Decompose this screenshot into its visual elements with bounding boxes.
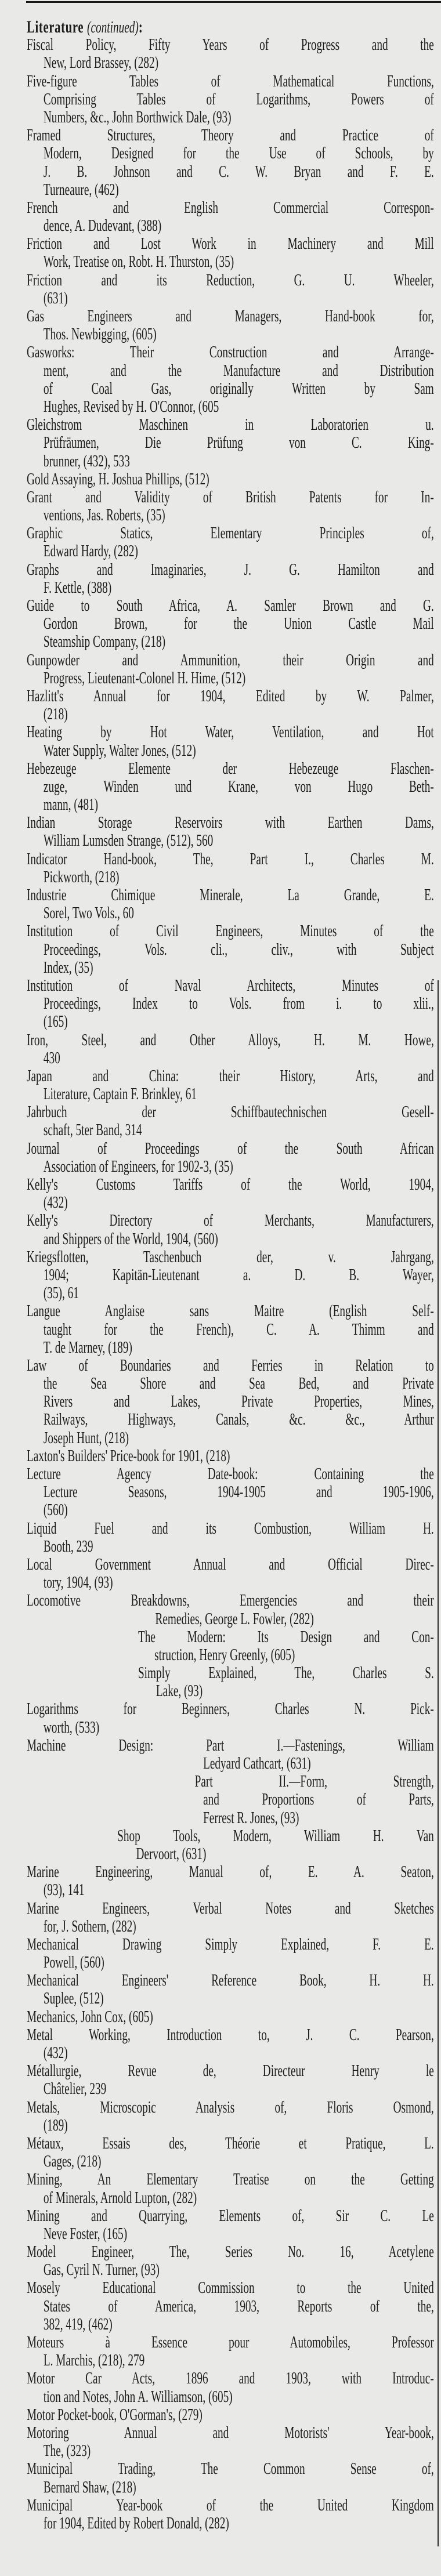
index-entry (27, 850, 434, 886)
entry-continuation-line: Association of Engineers, for 1902-3, (35) (43, 1157, 233, 1176)
section-heading (27, 18, 434, 36)
index-entry (27, 343, 434, 416)
entry-title-line: Municipal Trading, The Common Sense of, (27, 2460, 434, 2479)
entry-title-line: Hebezeuge Elemente der Hebezeuge Flaschen- (27, 759, 434, 778)
entry-continuation-line: Thos. Newbigging, (605) (43, 325, 157, 344)
entry-title-line: Iron, Steel, and Other Alloys, H. M. Howe, (27, 1031, 434, 1049)
index-entry-machine-design (27, 1737, 434, 1863)
index-entry (27, 2460, 434, 2496)
entry-title-line: Framed Structures, Theory and Practice of (27, 126, 434, 145)
entry-continuation-line: Booth, 239 (43, 1537, 93, 1556)
entry-title-line: Graphic Statics, Elementary Principles of, (27, 524, 434, 543)
entry-continuation-line: Steamship Company, (218) (43, 633, 165, 651)
index-entry (27, 886, 434, 922)
entry-continuation-line: Gas, Cyril N. Turner, (93) (43, 2261, 160, 2280)
index-entry (27, 488, 434, 524)
index-entry (27, 2135, 434, 2171)
entry-continuation-line: Lecture Seasons, 1904-1905 and 1905-1906, (43, 1483, 434, 1502)
entry-line: Logarithms for Beginners, Charles N. Pick- (27, 1700, 434, 1719)
entry-continuation-line: Literature, Captain F. Brinkley, 61 (43, 1085, 197, 1104)
entry-continuation-line: 382, 419, (462) (43, 2315, 113, 2334)
section-title: Literature (27, 17, 84, 37)
entry-continuation-line: Suplee, (512) (43, 1990, 104, 2008)
entry-continuation-line: The, (323) (43, 2442, 91, 2461)
entry-continuation-line: (165) (43, 1013, 68, 1031)
index-entry (27, 687, 434, 723)
index-entry (27, 126, 434, 199)
index-entry (27, 2497, 434, 2532)
entry-title-line: Local Government Annual and Official Direc- (27, 1555, 434, 1574)
entry-line: Lake, (93) (156, 1682, 203, 1701)
index-entry (27, 524, 434, 560)
entry-title-line: French and English Commercial Correspon- (27, 198, 434, 217)
entry-continuation-line: Work, Treatise on, Robt. H. Thurston, (35) (43, 253, 234, 271)
entry-title-line: Five-figure Tables of Mathematical Functions, (27, 72, 434, 90)
entry-continuation-line: zuge, Winden und Krane, von Hugo Beth- (43, 777, 434, 796)
index-entry (27, 2008, 434, 2026)
entry-title-line: Marine Engineering, Manual of, E. A. Seaton, (27, 1863, 434, 1882)
index-entry (27, 814, 434, 850)
index-entry (27, 1176, 434, 1212)
index-entry (27, 2424, 434, 2460)
entry-title-line: Motor Car Acts, 1896 and 1903, with Introduc- (27, 2370, 434, 2388)
entry-line: Dervoort, (631) (136, 1845, 207, 1863)
entry-continuation-line: Turneaure, (462) (43, 180, 119, 199)
entry-continuation-line: Joseph Hunt, (218) (43, 1429, 129, 1447)
entry-continuation-line: Sorel, Two Vols., 60 (43, 904, 134, 923)
entry-continuation-line: (432) (43, 1194, 68, 1212)
index-entry (27, 1900, 434, 1936)
entry-title-line: Gunpowder and Ammunition, their Origin and (27, 651, 434, 669)
section-qualifier: (continued) (87, 19, 139, 37)
index-entry (27, 1936, 434, 1972)
index-entry (27, 1212, 434, 1248)
entry-continuation-line: F. Kettle, (388) (43, 578, 112, 597)
index-entry (27, 1465, 434, 1520)
entry-line: Remedies, George L. Fowler, (282) (155, 1610, 314, 1628)
entry-continuation-line: dence, A. Dudevant, (388) (43, 217, 162, 236)
index-entry (27, 1357, 434, 1447)
entry-title-line: Heating by Hot Water, Ventilation, and Hot (27, 723, 434, 742)
entry-title-line: Mechanical Drawing Simply Explained, F. E. (27, 1935, 434, 1954)
entry-continuation-line: T. de Marney, (189) (43, 1338, 132, 1357)
entry-line: Machine Design: Part I.—Fastenings, William (27, 1736, 434, 1755)
entry-title-line: Métallurgie, Revue de, Directeur Henry le (27, 2062, 434, 2081)
index-entry (27, 2099, 434, 2135)
entry-title-line: Indian Storage Reservoirs with Earthen Dams, (27, 814, 434, 832)
entry-title-line: Langue Anglaise sans Maitre (English Self- (27, 1302, 434, 1321)
entry-title-line: Mining, An Elementary Treatise on the Getting (27, 2171, 434, 2189)
entry-continuation-line: of Coal Gas, originally Written by Sam (43, 379, 434, 398)
entry-title-line: Mosely Educational Commission to the United (27, 2279, 434, 2298)
entry-continuation-line: Railways, Highways, Canals, &c. &c., Arthur (43, 1411, 434, 1429)
entry-line: The Modern: Its Design and Con- (138, 1628, 434, 1646)
entry-continuation-line: tory, 1904, (93) (43, 1574, 113, 1592)
entry-continuation-line: ment, and the Manufacture and Distribution (43, 361, 434, 380)
index-entry-logarithms (27, 1700, 434, 1736)
entry-title-line: Friction and Lost Work in Machinery and Mill (27, 235, 434, 253)
entry-continuation-line: 430 (43, 1049, 60, 1067)
index-entry (27, 271, 434, 307)
index-entry (27, 73, 434, 127)
entry-continuation-line: mann, (481) (43, 796, 99, 814)
entry-title-line: Kelly's Directory of Merchants, Manufacturers, (27, 1212, 434, 1230)
index-entry (27, 1248, 434, 1303)
entry-continuation-line: J. B. Johnson and C. W. Bryan and F. E. (43, 162, 434, 181)
entry-continuation-line: and Shippers of the World, 1904, (560) (43, 1230, 218, 1248)
entry-title-line: Fiscal Policy, Fifty Years of Progress and the (27, 36, 434, 55)
entry-continuation-line: schaft, 5ter Band, 314 (43, 1121, 142, 1140)
entry-continuation-line: New, Lord Brassey, (282) (43, 54, 159, 73)
entry-title-line: Marine Engineers, Verbal Notes and Sketches (27, 1899, 434, 1918)
entry-continuation-line: William Lumsden Strange, (512), 560 (43, 832, 214, 850)
entry-title-line: Liquid Fuel and its Combustion, William H. (27, 1519, 434, 1538)
entry-title-line: Municipal Year-book of the United Kingdom (27, 2496, 434, 2515)
entry-continuation-line: 1904; Kapitän-Lieutenant a. D. B. Wayer, (43, 1266, 434, 1284)
index-entry (27, 1972, 434, 2008)
entry-continuation-line: of Minerals, Arnold Lupton, (282) (43, 2189, 197, 2207)
entry-continuation-line: Progress, Lieutenant-Colonel H. Hime, (512) (43, 669, 246, 687)
entry-line: and Proportions of Parts, (203, 1791, 434, 1809)
entry-continuation-line: (560) (43, 1501, 68, 1520)
entry-continuation-line: (35), 61 (43, 1284, 79, 1303)
entry-continuation-line: States of America, 1903, Reports of the, (43, 2297, 434, 2316)
entry-title-line: Gas Engineers and Managers, Hand-book for, (27, 307, 434, 325)
entry-continuation-line: Hughes, Revised by H. O'Connor, (605 (43, 397, 219, 416)
index-entry (27, 2406, 434, 2424)
entry-continuation-line: (93), 141 (43, 1881, 85, 1900)
index-entry-locomotive (27, 1592, 434, 1700)
index-entry (27, 1067, 434, 1103)
entry-continuation-line: ventions, Jas. Roberts, (35) (43, 506, 165, 525)
index-entry (27, 36, 434, 72)
entry-title-line: Graphs and Imaginaries, J. G. Hamilton and (27, 560, 434, 579)
entry-title-line: Laxton's Builders' Price-book for 1901, (218) (27, 1447, 230, 1465)
entry-line: Shop Tools, Modern, William H. Van (117, 1827, 434, 1845)
entry-line: Locomotive Breakdowns, Emergencies and their (27, 1592, 434, 1610)
entry-continuation-line: taught for the French), C. A. Thimm and (43, 1320, 434, 1339)
entry-title-line: Kelly's Customs Tariffs of the World, 1904, (27, 1176, 434, 1194)
entry-title-line: Lecture Agency Date-book: Containing the (27, 1465, 434, 1483)
entry-title-line: Gold Assaying, H. Joshua Phillips, (512) (27, 470, 209, 488)
entry-continuation-line: (631) (43, 289, 68, 307)
entry-title-line: Mining and Quarrying, Elements of, Sir C. Le (27, 2207, 434, 2225)
entry-title-line: Industrie Chimique Minerale, La Grande, E. (27, 886, 434, 904)
index-entry (27, 1556, 434, 1592)
index-entry (27, 723, 434, 759)
entry-title-line: Japan and China: their History, Arts, and (27, 1067, 434, 1085)
index-entry (27, 2370, 434, 2405)
index-entry (27, 922, 434, 977)
entry-continuation-line: Neve Foster, (165) (43, 2224, 128, 2243)
entry-title-line: Kriegsflotten, Taschenbuch der, v. Jahrgang, (27, 1248, 434, 1266)
entry-continuation-line: (189) (43, 2116, 68, 2135)
entry-continuation-line: tion and Notes, John A. Williamson, (605) (43, 2387, 233, 2406)
index-entry (27, 760, 434, 814)
entry-line: Part II.—Form, Strength, (194, 1773, 434, 1791)
entry-line: Ledyard Cathcart, (631) (203, 1755, 311, 1773)
entry-continuation-line: Edward Hardy, (282) (43, 542, 138, 561)
entry-continuation-line: (218) (43, 705, 68, 724)
index-entry (27, 2279, 434, 2334)
entry-title-line: Motoring Annual and Motorists' Year-book, (27, 2423, 434, 2442)
entry-continuation-line: Modern, Designed for the Use of Schools, by (43, 144, 434, 163)
index-entry (27, 1447, 434, 1465)
entry-continuation-line: (432) (43, 2044, 68, 2062)
index-entry (27, 2026, 434, 2062)
entry-line: worth, (533) (43, 1718, 100, 1737)
entry-title-line: Indicator Hand-book, The, Part I., Charles M. (27, 850, 434, 868)
entry-title-line: Law of Boundaries and Ferries in Relation to (27, 1356, 434, 1375)
entry-continuation-line: Index, (35) (43, 958, 93, 977)
entry-title-line: Mechanical Engineers' Reference Book, H. H. (27, 1972, 434, 1990)
entry-title-line: Moteurs à Essence pour Automobiles, Professor (27, 2334, 434, 2352)
index-entry (27, 597, 434, 651)
entry-continuation-line: L. Marchis, (218), 279 (43, 2352, 145, 2370)
index-entry (27, 2062, 434, 2098)
entry-title-line: Motor Pocket-book, O'Gorman's, (279) (27, 2405, 203, 2424)
column-rule (438, 980, 439, 2546)
entry-continuation-line: Comprising Tables of Logarithms, Powers of (43, 90, 434, 108)
index-entry (27, 2334, 434, 2370)
entry-title-line: Mechanics, John Cox, (605) (27, 2008, 153, 2026)
entry-continuation-line: Prüfräumen, Die Prüfung von C. King- (43, 434, 434, 452)
entry-continuation-line: Powell, (560) (43, 1954, 104, 1972)
index-column (27, 18, 434, 2532)
index-entry (27, 307, 434, 343)
entry-continuation-line: the Sea Shore and Sea Bed, and Private (43, 1375, 434, 1393)
index-entry (27, 1031, 434, 1067)
index-entry (27, 235, 434, 271)
entry-title-line: Model Engineer, The, Series No. 16, Acetylene (27, 2243, 434, 2262)
entry-title-line: Guide to South Africa, A. Samler Brown and G. (27, 597, 434, 615)
index-entry (27, 2207, 434, 2243)
top-rule (26, 1, 441, 3)
entry-line: struction, Henry Greenly, (605) (154, 1646, 295, 1664)
entry-continuation-line: Proceedings, Vols. cli., cliv., with Subject (43, 940, 434, 959)
entry-line: Simply Explained, The, Charles S. (138, 1664, 434, 1683)
section-colon: : (138, 17, 143, 37)
index-entry (27, 2171, 434, 2207)
entry-continuation-line: for, J. Sothern, (282) (43, 1917, 136, 1936)
entry-title-line: Jahrbuch der Schiffbautechnischen Gesell- (27, 1103, 434, 1122)
entries-list-a (27, 36, 434, 1592)
entry-line: Ferrest R. Jones, (93) (203, 1809, 299, 1827)
index-entry (27, 977, 434, 1031)
entry-title-line: Gleichstrom Maschinen in Laboratorien u. (27, 416, 434, 434)
entry-title-line: Grant and Validity of British Patents for In- (27, 488, 434, 506)
entry-title-line: Institution of Naval Architects, Minutes of (27, 976, 434, 995)
index-entry (27, 416, 434, 470)
entry-title-line: Metal Working, Introduction to, J. C. Pearson, (27, 2026, 434, 2044)
entry-title-line: Hazlitt's Annual for 1904, Edited by W. Palmer, (27, 687, 434, 705)
entry-continuation-line: Bernard Shaw, (218) (43, 2478, 136, 2497)
entry-continuation-line: Proceedings, Index to Vols. from i. to xlii., (43, 995, 434, 1013)
index-entry (27, 651, 434, 687)
index-entry (27, 1520, 434, 1556)
index-entry (27, 470, 434, 488)
entry-title-line: Institution of Civil Engineers, Minutes of the (27, 922, 434, 941)
entry-continuation-line: Rivers and Lakes, Private Properties, Mines, (43, 1393, 434, 1411)
index-entry (27, 1103, 434, 1139)
index-entry (27, 1140, 434, 1176)
entry-title-line: Metals, Microscopic Analysis of, Floris Osmond, (27, 2098, 434, 2117)
index-entry (27, 2243, 434, 2279)
entry-continuation-line: Gordon Brown, for the Union Castle Mail (43, 615, 434, 633)
entry-continuation-line: for 1904, Edited by Robert Donald, (282) (43, 2514, 229, 2532)
entry-continuation-line: brunner, (432), 533 (43, 452, 130, 470)
entry-title-line: Journal of Proceedings of the South African (27, 1139, 434, 1158)
entries-list-m (27, 1863, 434, 2532)
entry-continuation-line: Numbers, &c., John Borthwick Dale, (93) (43, 108, 232, 126)
entry-continuation-line: Pickworth, (218) (43, 868, 120, 886)
entry-title-line: Métaux, Essais des, Théorie et Pratique, L. (27, 2134, 434, 2153)
entry-continuation-line: Châtelier, 239 (43, 2080, 107, 2099)
index-entry (27, 1302, 434, 1357)
index-entry (27, 1863, 434, 1899)
entry-continuation-line: Gages, (218) (43, 2153, 102, 2171)
index-entry (27, 561, 434, 597)
index-entry (27, 199, 434, 235)
entry-title-line: Gasworks: Their Construction and Arrange- (27, 343, 434, 362)
entry-title-line: Friction and its Reduction, G. U. Wheeler, (27, 271, 434, 289)
entry-continuation-line: Water Supply, Walter Jones, (512) (43, 741, 196, 760)
